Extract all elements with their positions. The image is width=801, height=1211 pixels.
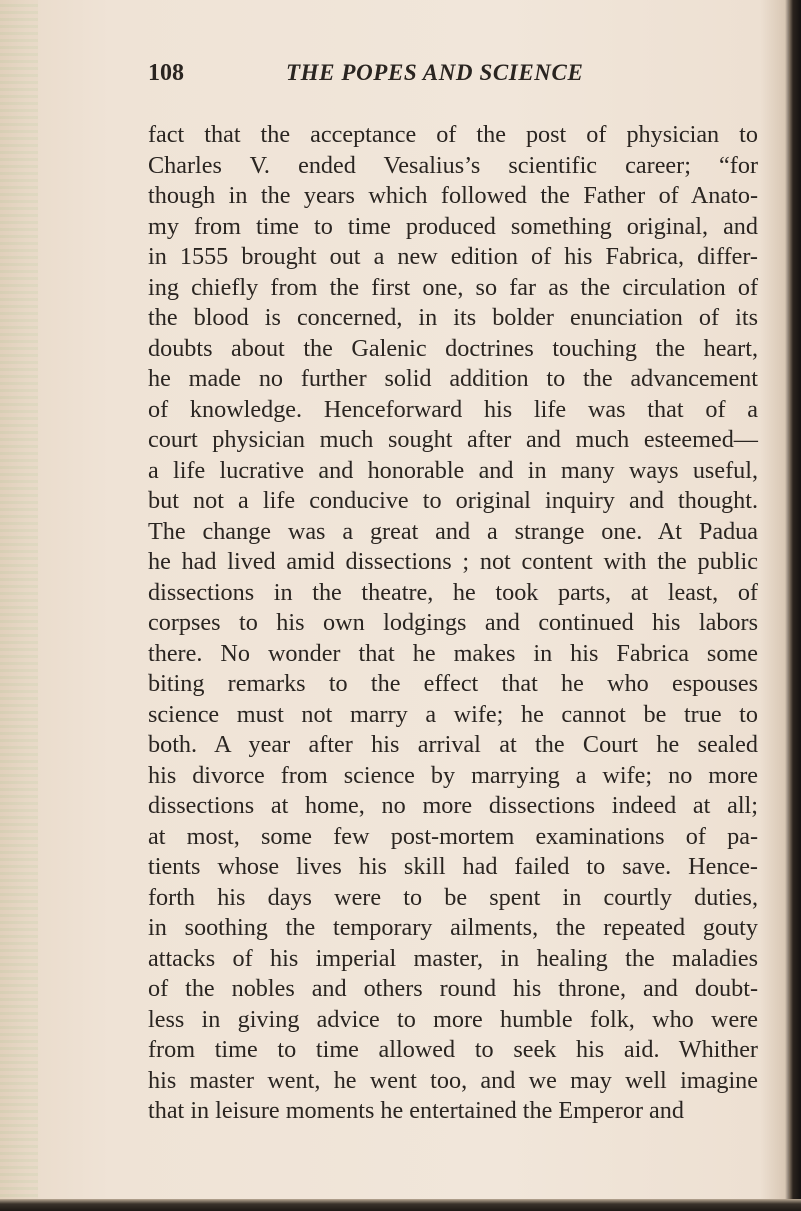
body-text (148, 120, 758, 1127)
page-right-edge (789, 0, 801, 1211)
text-line: attacks of his imperial master, in healing the maladies (148, 944, 758, 972)
text-line: a life lucrative and honorable and in many ways useful, (148, 456, 758, 484)
text-line: corpses to his own lodgings and continued his labors (148, 609, 758, 636)
running-head: THE POPES AND SCIENCE (286, 60, 584, 85)
text-line: both. A year after his arrival at the Court he sealed (148, 731, 758, 758)
text-line: of knowledge. Henceforward his life was that of a (148, 395, 758, 423)
text-line: there. No wonder that he makes in his Fabrica some (148, 639, 758, 667)
text-line: science must not marry a wife; he cannot be true to (148, 700, 758, 728)
text-line: though in the years which followed the Father of Anato- (148, 182, 758, 209)
text-line: that in leisure moments he entertained the Emperor and (148, 1097, 684, 1124)
text-line: fact that the acceptance of the post of physician to (148, 121, 758, 148)
text-line: dissections in the theatre, he took parts, at least, of (148, 578, 758, 606)
page-bottom-edge (0, 1199, 801, 1211)
text-line: Charles V. ended Vesalius’s scientific career; “for (148, 151, 758, 179)
text-line: ing chiefly from the first one, so far as the circulation of (148, 273, 758, 301)
text-line: in soothing the temporary ailments, the repeated gouty (148, 914, 758, 941)
text-line: doubts about the Galenic doctrines touching the heart, (148, 334, 758, 362)
text-line: his master went, he went too, and we may well imagine (148, 1066, 758, 1094)
text-line: at most, some few post-mortem examinations of pa- (148, 822, 758, 850)
text-line: forth his days were to be spent in courtly duties, (148, 883, 758, 911)
text-line: he had lived amid dissections ; not content with the public (148, 548, 758, 575)
text-line: dissections at home, no more dissections indeed at all; (148, 792, 758, 819)
page-header (148, 60, 748, 94)
text-line: The change was a great and a strange one. At Padua (148, 517, 758, 545)
text-line: less in giving advice to more humble folk, who were (148, 1005, 758, 1033)
text-line: from time to time allowed to seek his aid. Whither (148, 1036, 758, 1063)
text-line: tients whose lives his skill had failed to save. Hence- (148, 853, 758, 880)
page-number: 108 (148, 60, 184, 86)
text-line: in 1555 brought out a new edition of his Fabrica, differ- (148, 243, 758, 270)
page-left-edge (0, 0, 38, 1211)
text-line: he made no further solid addition to the advancement (148, 365, 758, 392)
text-line: of the nobles and others round his throne, and doubt- (148, 975, 758, 1002)
text-line: his divorce from science by marrying a wife; no more (148, 761, 758, 789)
text-line: but not a life conducive to original inquiry and thought. (148, 487, 758, 514)
text-line: court physician much sought after and much esteemed— (148, 426, 758, 453)
text-line: biting remarks to the effect that he who espouses (148, 670, 758, 697)
text-line: my from time to time produced something original, and (148, 212, 758, 240)
text-line: the blood is concerned, in its bolder enunciation of its (148, 304, 758, 331)
